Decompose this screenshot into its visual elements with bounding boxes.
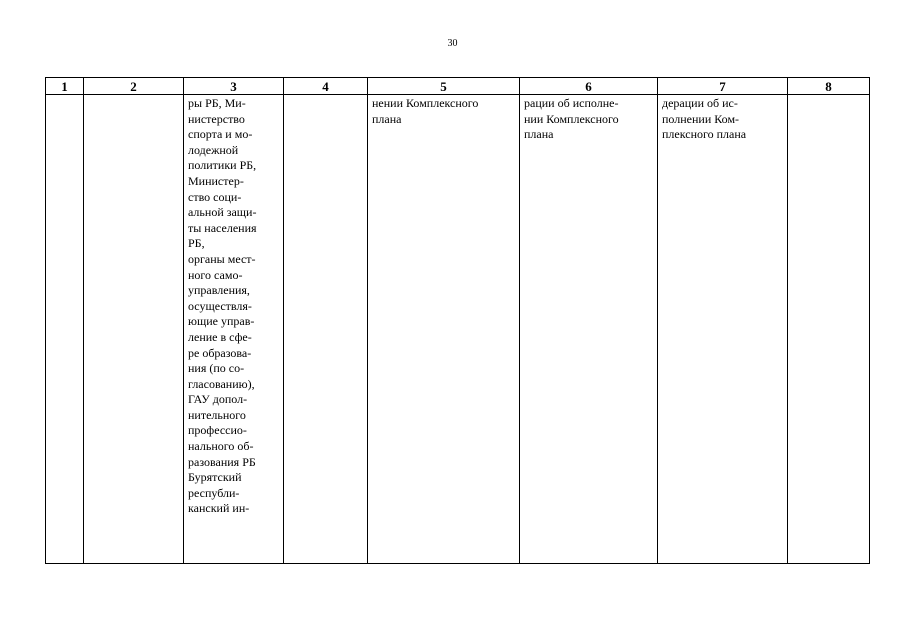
cell-text xyxy=(284,95,367,96)
table-cell-4 xyxy=(284,95,368,564)
cell-text: дерации об ис- полнении Ком- плексного плана xyxy=(662,96,747,142)
column-header-3: 3 xyxy=(184,78,284,95)
header-row xyxy=(46,78,870,95)
table-cell-8 xyxy=(788,95,870,564)
column-header-2: 2 xyxy=(84,78,184,95)
document-table xyxy=(45,77,870,564)
table-cell-6 xyxy=(520,95,658,564)
page-number: 30 xyxy=(447,38,458,49)
cell-text xyxy=(46,95,83,96)
table-cell-3 xyxy=(184,95,284,564)
column-header-7: 7 xyxy=(658,78,788,95)
table-cell-1 xyxy=(46,95,84,564)
column-header-8: 8 xyxy=(788,78,870,95)
column-header-4: 4 xyxy=(284,78,368,95)
table-cell-5 xyxy=(368,95,520,564)
column-header-5: 5 xyxy=(368,78,520,95)
column-header-6: 6 xyxy=(520,78,658,95)
cell-text: рации об исполне- нии Комплексного плана xyxy=(524,96,619,142)
cell-text: ры РБ, Ми- нистерство спорта и мо- лодежной политики РБ, Министер- ство соци- альной защи- ты населения РБ, органы мест- ного само- управления, осуществля- ющие управ- ление в сфе- ре образова- ния (по со- гласованию), ГАУ допол- нительного профессио- нального об- разования РБ Бурятский республи- канский ин- xyxy=(188,96,257,516)
table-row xyxy=(46,95,870,564)
cell-text xyxy=(84,95,183,96)
table-cell-2 xyxy=(84,95,184,564)
table-cell-7 xyxy=(658,95,788,564)
cell-text: нении Комплексного плана xyxy=(372,96,479,126)
cell-text xyxy=(788,95,869,96)
column-header-1: 1 xyxy=(46,78,84,95)
